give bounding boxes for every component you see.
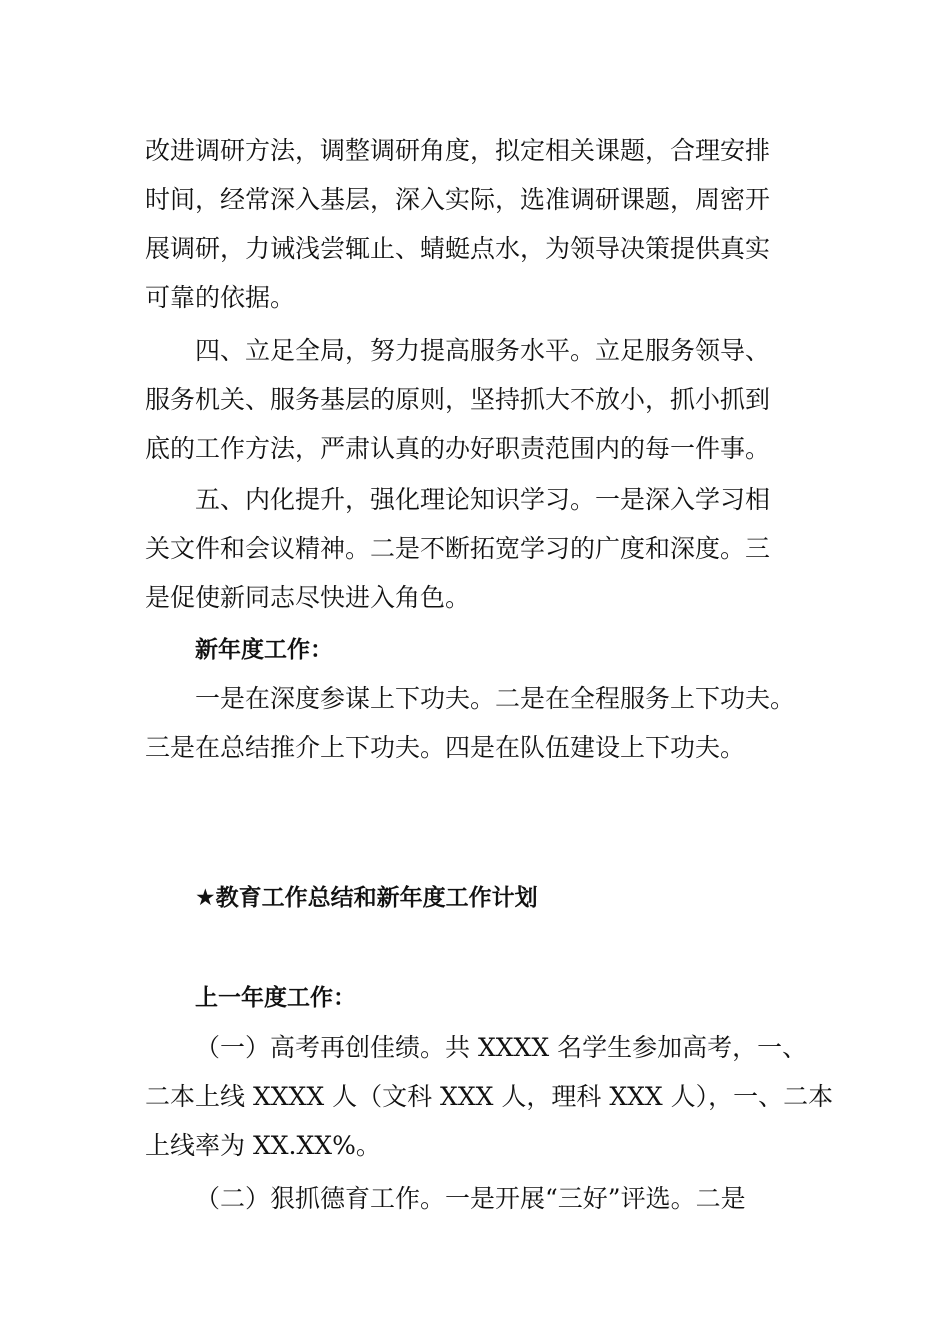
body-text-line: 五、内化提升，强化理论知识学习。一是深入学习相: [195, 485, 771, 514]
body-text-line: 可靠的依据。: [145, 283, 296, 312]
body-text-line: （一）高考再创佳绩。共 XXXX 名学生参加高考，一、: [195, 1033, 808, 1062]
body-text-line: （二）狠抓德育工作。一是开展“三好”评选。二是: [195, 1184, 746, 1213]
body-text-line: 四、立足全局，努力提高服务水平。立足服务领导、: [195, 336, 771, 365]
body-text-line: 服务机关、服务基层的原则，坚持抓大不放小，抓小抓到: [145, 385, 771, 414]
body-text-line: 一是在深度参谋上下功夫。二是在全程服务上下功夫。: [195, 684, 796, 713]
body-text-line: 时间，经常深入基层，深入实际，选准调研课题，周密开: [145, 185, 771, 214]
section-title: ★教育工作总结和新年度工作计划: [195, 885, 538, 911]
body-text-line: 三是在总结推介上下功夫。四是在队伍建设上下功夫。: [145, 733, 746, 762]
body-text-line: 是促使新同志尽快进入角色。: [145, 583, 471, 612]
body-text-line: 底的工作方法，严肃认真的办好职责范围内的每一件事。: [145, 434, 771, 463]
heading-last-year-work: 上一年度工作：: [195, 985, 356, 1011]
heading-new-year-work: 新年度工作：: [195, 637, 333, 663]
body-text-line: 二本上线 XXXX 人（文科 XXX 人，理科 XXX 人），一、二本: [145, 1082, 834, 1111]
body-text-line: 展调研，力诫浅尝辄止、蜻蜓点水，为领导决策提供真实: [145, 234, 771, 263]
body-text-line: 关文件和会议精神。二是不断拓宽学习的广度和深度。三: [145, 534, 771, 563]
body-text-line: 改进调研方法，调整调研角度，拟定相关课题，合理安排: [145, 136, 771, 165]
body-text-line: 上线率为 XX.XX%。: [145, 1131, 381, 1160]
